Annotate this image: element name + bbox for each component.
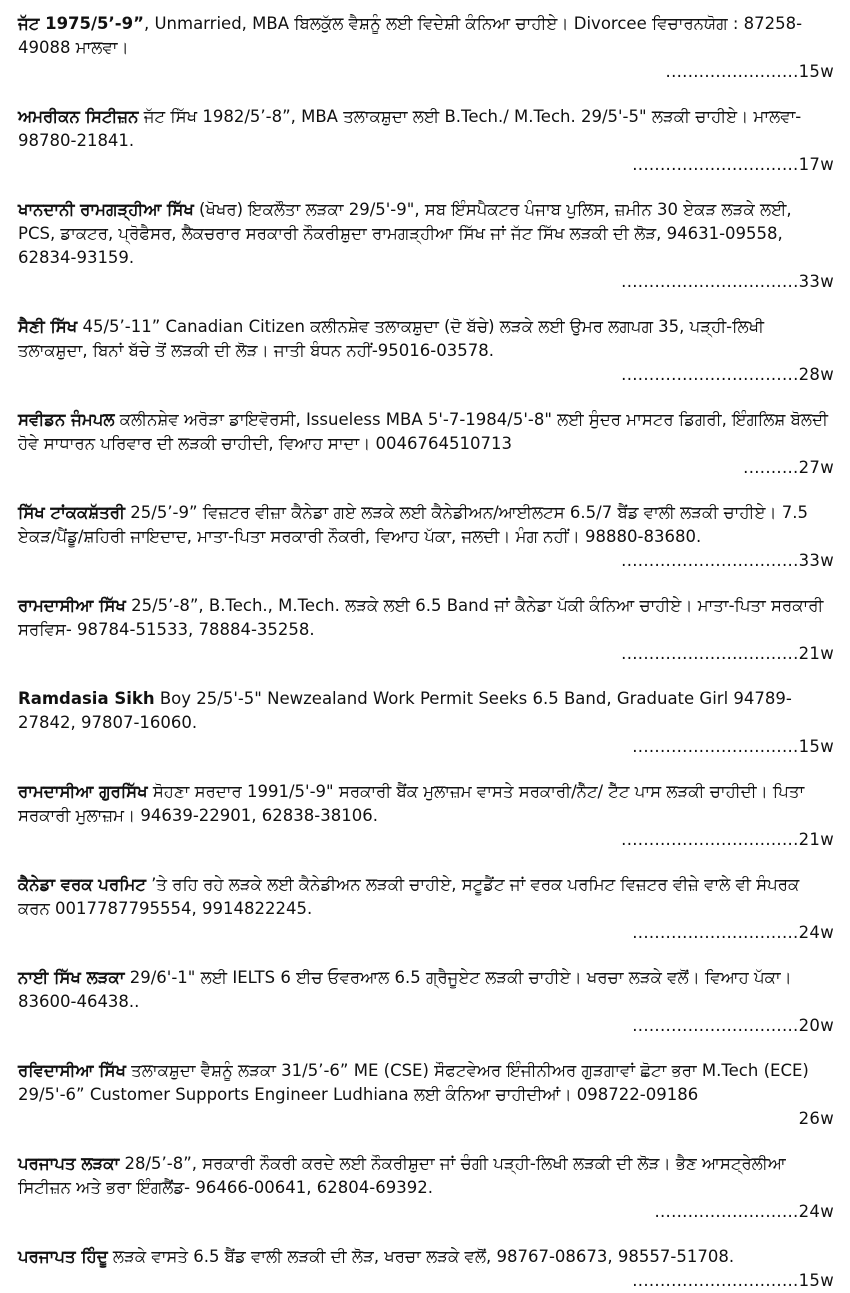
ad-leader-dots: .............................. [632, 155, 799, 174]
ad-tail [18, 1200, 834, 1224]
ad-text: , Unmarried, MBA ਬਿਲਕੁੱਲ ਵੈਸ਼ਨੂੰ ਲਈ ਵਿਦੇਸ਼ੀ ਕੰਨਿਆ ਚਾਹੀਏ। Divorcee ਵਿਚਾਰਨਯੋਗ : 87258-49088 ਮਾਲਵਾ। [18, 14, 803, 57]
classified-ad-2 [18, 105, 834, 177]
ad-heading: Ramdasia Sikh [18, 689, 155, 708]
ad-heading: ਪਰਜਾਪਤ ਲੜਕਾ [18, 1154, 120, 1173]
ad-text: 29/6'-1" ਲਈ IELTS 6 ਈਚ ਓਵਰਆਲ 6.5 ਗ੍ਰੈਜੂਏਟ ਲੜਕੀ ਚਾਹੀਏ। ਖਰਚਾ ਲੜਕੇ ਵਲੋਂ। ਵਿਆਹ ਪੱਕਾ। 83600-46438.. [18, 968, 792, 1011]
ad-text: ਲੜਕੇ ਵਾਸਤੇ 6.5 ਬੈਂਡ ਵਾਲੀ ਲੜਕੀ ਦੀ ਲੋੜ, ਖਰਚਾ ਲੜਕੇ ਵਲੋਂ, 98767-08673, 98557-51708. [107, 1247, 735, 1266]
classified-ad-3 [18, 198, 834, 294]
ad-tail [18, 828, 834, 852]
ad-code: 15w [798, 1271, 834, 1290]
ad-code: 24w [798, 923, 834, 942]
ad-tail [18, 642, 834, 666]
classified-ad-7 [18, 594, 834, 666]
classified-ad-11 [18, 966, 834, 1038]
ad-text: 45/5’-11” Canadian Citizen ਕਲੀਨਸ਼ੇਵ ਤਲਾਕਸ਼ੁਦਾ (ਦੋ ਬੱਚੇ) ਲੜਕੇ ਲਈ ਉਮਰ ਲਗਪਗ 35, ਪੜ੍ਹੀ-ਲਿਖੀ ਤਲਾਕਸ਼ੁਦਾ, ਬਿਨਾਂ ਬੱਚੇ ਤੋਂ ਲੜਕੀ ਦੀ ਲੋੜ। ਜਾਤੀ ਬੰਧਨ ਨਹੀਂ-95016-03578. [18, 317, 765, 360]
ad-code: 28w [798, 365, 834, 384]
ad-heading: ਸਵੀਡਨ ਜੰਮਪਲ [18, 410, 115, 429]
ad-tail [18, 60, 834, 84]
classified-ad-8 [18, 687, 834, 759]
ad-leader-dots: .......... [743, 458, 799, 477]
ad-leader-dots: .......................... [654, 1202, 799, 1221]
ad-code: 27w [798, 458, 834, 477]
ad-heading: ਕੈਨੇਡਾ ਵਰਕ ਪਰਮਿਟ [18, 875, 146, 894]
ad-code: 26w [798, 1109, 834, 1128]
ad-leader-dots: .............................. [632, 923, 799, 942]
ad-leader-dots: ................................ [621, 830, 799, 849]
ad-leader-dots: ........................ [665, 62, 799, 81]
ad-text: ਸੋਹਣਾ ਸਰਦਾਰ 1991/5'-9" ਸਰਕਾਰੀ ਬੈਂਕ ਮੁਲਾਜ਼ਮ ਵਾਸਤੇ ਸਰਕਾਰੀ/ਨੈੱਟ/ ਟੈੱਟ ਪਾਸ ਲੜਕੀ ਚਾਹੀਦੀ। ਪਿਤਾ ਸਰਕਾਰੀ ਮੁਲਾਜ਼ਮ। 94639-22901, 62838-38106. [18, 782, 805, 825]
ad-code: 24w [798, 1202, 834, 1221]
ad-tail [18, 456, 834, 480]
classified-ad-9 [18, 780, 834, 852]
ad-leader-dots: ................................ [621, 272, 799, 291]
ad-tail [18, 921, 834, 945]
ad-text: ’ਤੇ ਰਹਿ ਰਹੇ ਲੜਕੇ ਲਈ ਕੈਨੇਡੀਅਨ ਲੜਕੀ ਚਾਹੀਏ, ਸਟੂਡੈਂਟ ਜਾਂ ਵਰਕ ਪਰਮਿਟ ਵਿਜ਼ਟਰ ਵੀਜ਼ੇ ਵਾਲੇ ਵੀ ਸੰਪਰਕ ਕਰਨ 0017787795554, 9914822245. [18, 875, 800, 918]
ad-heading: ਰਾਮਦਾਸੀਆ ਸਿੱਖ [18, 596, 126, 615]
ad-heading: ਨਾਈ ਸਿੱਖ ਲੜਕਾ [18, 968, 125, 987]
ad-leader-dots: .............................. [632, 737, 799, 756]
ad-leader-dots: ................................ [621, 644, 799, 663]
ad-tail [18, 363, 834, 387]
ad-text: ਕਲੀਨਸ਼ੇਵ ਅਰੋੜਾ ਡਾਇਵੋਰਸੀ, Issueless MBA 5'-7-1984/5'-8" ਲਈ ਸੁੰਦਰ ਮਾਸਟਰ ਡਿਗਰੀ, ਇੰਗਲਿਸ਼ ਬੋਲਦੀ ਹੋਵੇ ਸਾਧਾਰਨ ਪਰਿਵਾਰ ਦੀ ਲੜਕੀ ਚਾਹੀਦੀ, ਵਿਆਹ ਸਾਦਾ। 0046764510713 [18, 410, 828, 453]
ad-tail [18, 735, 834, 759]
ad-heading: ਖਾਨਦਾਨੀ ਰਾਮਗੜ੍ਹੀਆ ਸਿੱਖ [18, 200, 194, 219]
ad-text: ਜੱਟ ਸਿੱਖ 1982/5’-8”, MBA ਤਲਾਕਸ਼ੁਦਾ ਲਈ B.Tech./ M.Tech. 29/5'-5" ਲੜਕੀ ਚਾਹੀਏ। ਮਾਲਵਾ- 98780-21841. [18, 107, 802, 150]
ad-tail [18, 153, 834, 177]
ad-heading: ਜੱਟ 1975/5’-9” [18, 14, 144, 33]
ad-code: 33w [798, 551, 834, 570]
ad-text: Boy 25/5'-5" Newzealand Work Permit Seeks 6.5 Band, Graduate Girl 94789-27842, 97807-16060. [18, 689, 792, 732]
classified-ad-5 [18, 408, 834, 480]
ad-heading: ਸਿੱਖ ਟਾਂਕਕਸ਼ੱਤਰੀ [18, 503, 126, 522]
ad-leader-dots: ................................ [621, 365, 799, 384]
classified-ad-14 [18, 1245, 834, 1293]
classified-ad-1 [18, 12, 834, 84]
ad-heading: ਸੈਣੀ ਸਿੱਖ [18, 317, 78, 336]
ad-tail [18, 270, 834, 294]
ad-tail [18, 1107, 834, 1131]
ad-text: (ਖੋਖਰ) ਇਕਲੌਤਾ ਲੜਕਾ 29/5'-9", ਸਬ ਇੰਸਪੈਕਟਰ ਪੰਜਾਬ ਪੁਲਿਸ, ਜ਼ਮੀਨ 30 ਏਕੜ ਲੜਕੇ ਲਈ, PCS, ਡਾਕਟਰ, ਪ੍ਰੋਫੈਸਰ, ਲੈਕਚਰਾਰ ਸਰਕਾਰੀ ਨੌਕਰੀਸ਼ੁਦਾ ਰਾਮਗੜ੍ਹੀਆ ਸਿੱਖ ਜਾਂ ਜੱਟ ਸਿੱਖ ਲੜਕੀ ਦੀ ਲੋੜ, 94631-09558, 62834-93159. [18, 200, 792, 267]
ad-tail [18, 1014, 834, 1038]
classified-ad-6 [18, 501, 834, 573]
ad-heading: ਪਰਜਾਪਤ ਹਿੰਦੂ [18, 1247, 108, 1266]
ad-tail [18, 549, 834, 573]
ad-text: 25/5’-8”, B.Tech., M.Tech. ਲੜਕੇ ਲਈ 6.5 Band ਜਾਂ ਕੈਨੇਡਾ ਪੱਕੀ ਕੰਨਿਆ ਚਾਹੀਏ। ਮਾਤਾ-ਪਿਤਾ ਸਰਕਾਰੀ ਸਰਵਿਸ- 98784-51533, 78884-35258. [18, 596, 824, 639]
ad-leader-dots: .............................. [632, 1271, 799, 1290]
ad-code: 20w [798, 1016, 834, 1035]
ad-leader-dots: .............................. [632, 1016, 799, 1035]
classified-ad-12 [18, 1059, 834, 1131]
ad-heading: ਰਵਿਦਾਸੀਆ ਸਿੱਖ [18, 1061, 126, 1080]
classified-ad-4 [18, 315, 834, 387]
ad-code: 21w [798, 644, 834, 663]
ad-code: 17w [798, 155, 834, 174]
ad-code: 21w [798, 830, 834, 849]
ad-code: 33w [798, 272, 834, 291]
ad-code: 15w [798, 737, 834, 756]
ad-heading: ਰਾਮਦਾਸੀਆ ਗੁਰਸਿੱਖ [18, 782, 148, 801]
ad-heading: ਅਮਰੀਕਨ ਸਿਟੀਜ਼ਨ [18, 107, 139, 126]
classified-ad-10 [18, 873, 834, 945]
classified-ad-13 [18, 1152, 834, 1224]
ad-tail [18, 1269, 834, 1293]
ad-code: 15w [798, 62, 834, 81]
ad-text: ਤਲਾਕਸ਼ੁਦਾ ਵੈਸ਼ਨੂੰ ਲੜਕਾ 31/5’-6” ME (CSE) ਸੌਫਟਵੇਅਰ ਇੰਜੀਨੀਅਰ ਗੁੜਗਾਵਾਂ ਛੋਟਾ ਭਰਾ M.Tech (ECE) 29/5'-6” Customer Supports Engineer Ludhiana ਲਈ ਕੰਨਿਆ ਚਾਹੀਦੀਆਂ। 098722-09186 [18, 1061, 809, 1104]
ad-leader-dots: ................................ [621, 551, 799, 570]
ad-text: 28/5’-8”, ਸਰਕਾਰੀ ਨੌਕਰੀ ਕਰਦੇ ਲਈ ਨੌਕਰੀਸ਼ੁਦਾ ਜਾਂ ਚੰਗੀ ਪੜ੍ਹੀ-ਲਿਖੀ ਲੜਕੀ ਦੀ ਲੋੜ। ਭੈਣ ਆਸਟ੍ਰੇਲੀਆ ਸਿਟੀਜ਼ਨ ਅਤੇ ਭਰਾ ਇੰਗਲੈਂਡ- 96466-00641, 62804-69392. [18, 1154, 786, 1197]
ad-text: 25/5’-9” ਵਿਜ਼ਟਰ ਵੀਜ਼ਾ ਕੈਨੇਡਾ ਗਏ ਲੜਕੇ ਲਈ ਕੈਨੇਡੀਅਨ/ਆਈਲਟਸ 6.5/7 ਬੈਂਡ ਵਾਲੀ ਲੜਕੀ ਚਾਹੀਏ। 7.5 ਏਕੜ/ਪੈਂਡੂ/ਸ਼ਹਿਰੀ ਜਾਇਦਾਦ, ਮਾਤਾ-ਪਿਤਾ ਸਰਕਾਰੀ ਨੌਕਰੀ, ਵਿਆਹ ਪੱਕਾ, ਜਲਦੀ। ਮੰਗ ਨਹੀਂ। 98880-83680. [18, 503, 809, 546]
